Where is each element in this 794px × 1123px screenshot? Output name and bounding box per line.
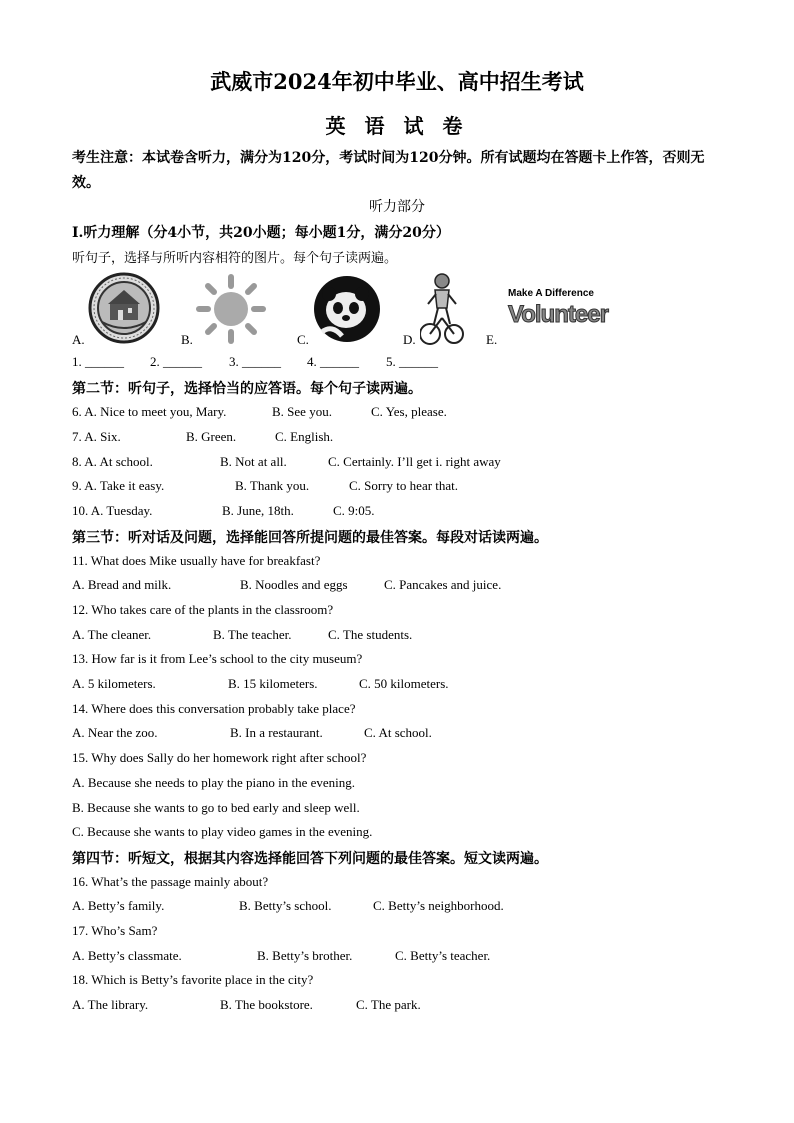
q15-stem: 15. Why does Sally do her homework right after school? [72, 750, 367, 765]
q13-stem: 13. How far is it from Lee’s school to the city museum? [72, 651, 363, 666]
q7-option-c: C. English. [275, 429, 334, 444]
q18-option-c: C. The park. [356, 997, 421, 1012]
q15-option-a: A. Because she needs to play the piano in the evening. [72, 775, 356, 790]
section2-title: 第二节：听句子，选择恰当的应答语。每个句子读两遍。 [72, 381, 422, 397]
section4-title: 第四节：听短文，根据其内容选择能回答下列问题的最佳答案。短文读两遍。 [72, 851, 548, 867]
q12-option-b: B. The teacher. [213, 627, 292, 642]
q12-stem: 12. Who takes care of the plants in the classroom? [72, 602, 334, 617]
q18-option-a: A. The library. [72, 997, 149, 1012]
q17-option-a: A. Betty’s classmate. [72, 948, 182, 963]
answer-blanks [72, 354, 492, 374]
q16-stem: 16. What’s the passage mainly about? [72, 874, 269, 889]
q11-option-a: A. Bread and milk. [72, 577, 172, 592]
q17-stem: 17. Who’s Sam? [72, 923, 158, 938]
q13-option-c: C. 50 kilometers. [359, 676, 449, 691]
q10-option-b: B. June, 18th. [222, 503, 294, 518]
q12-option-a: A. The cleaner. [72, 627, 152, 642]
q14-option-b: B. In a restaurant. [230, 725, 323, 740]
picture-e-label: E. [486, 332, 498, 347]
q17-option-c: C. Betty’s teacher. [395, 948, 491, 963]
q6-option-b: B. See you. [272, 404, 332, 419]
section1-instruction: 听句子，选择与所听内容相符的图片。每个句子读两遍。 [72, 251, 398, 266]
q10-option-c: C. 9:05. [333, 503, 375, 518]
q9-option-c: C. Sorry to hear that. [349, 478, 459, 493]
picture-b-label: B. [181, 332, 193, 347]
blank-4: 4. ______ [307, 354, 359, 369]
picture-c-label: C. [297, 332, 309, 347]
q18-option-b: B. The bookstore. [220, 997, 313, 1012]
picture-d-label: D. [403, 332, 416, 347]
q8-option-a: 8. A. At school. [72, 454, 153, 469]
volunteer-logo-word: Volunteer [508, 301, 608, 328]
q11-option-c: C. Pancakes and juice. [384, 577, 502, 592]
q11-stem: 11. What does Mike usually have for breakfast? [72, 553, 321, 568]
q16-option-c: C. Betty’s neighborhood. [373, 898, 504, 913]
picture-options [72, 272, 632, 352]
volunteer-logo-icon [508, 288, 618, 346]
q6-option-a: 6. A. Nice to meet you, Mary. [72, 404, 227, 419]
q12-option-c: C. The students. [328, 627, 413, 642]
blank-1: 1. ______ [72, 354, 124, 369]
panda-icon [312, 274, 382, 349]
q14-option-a: A. Near the zoo. [72, 725, 158, 740]
volunteer-logo-heading: Make A Difference [508, 288, 594, 299]
q15-option-c: C. Because she wants to play video games in the evening. [72, 824, 373, 839]
blank-5: 5. ______ [386, 354, 438, 369]
section3-title: 第三节：听对话及问题，选择能回答所提问题的最佳答案。每段对话读两遍。 [72, 530, 548, 546]
picture-a-label: A. [72, 332, 85, 347]
q11-option-b: B. Noodles and eggs [240, 577, 348, 592]
blank-3: 3. ______ [229, 354, 281, 369]
q9-option-a: 9. A. Take it easy. [72, 478, 165, 493]
sun-icon [196, 274, 266, 349]
blank-2: 2. ______ [150, 354, 202, 369]
exam-subtitle: 英 语 试 卷 [325, 114, 469, 138]
section1-title: Ⅰ.听力理解（分4小节，共20小题；每小题1分，满分20分） [72, 225, 450, 241]
q13-option-b: B. 15 kilometers. [228, 676, 318, 691]
q8-option-b: B. Not at all. [220, 454, 287, 469]
q14-stem: 14. Where does this conversation probably take place? [72, 701, 356, 716]
exam-title: 武威市2024年初中毕业、高中招生考试 [210, 69, 584, 94]
q17-option-b: B. Betty’s brother. [257, 948, 353, 963]
q18-stem: 18. Which is Betty’s favorite place in the city? [72, 972, 314, 987]
q8-option-c: C. Certainly. I’ll get i. right away [328, 454, 501, 469]
q7-option-a: 7. A. Six. [72, 429, 121, 444]
q9-option-b: B. Thank you. [235, 478, 310, 493]
q15-option-b: B. Because she wants to go to bed early and sleep well. [72, 800, 360, 815]
q16-option-a: A. Betty’s family. [72, 898, 165, 913]
girl-cycling-icon [420, 272, 464, 351]
seal-emblem-icon [88, 272, 160, 349]
q7-option-b: B. Green. [186, 429, 237, 444]
q16-option-b: B. Betty’s school. [239, 898, 332, 913]
q13-option-a: A. 5 kilometers. [72, 676, 156, 691]
exam-notice: 考生注意：本试卷含听力，满分为120分，考试时间为120分钟。所有试题均在答题卡上作答，否则无效。 [72, 150, 705, 191]
q10-option-a: 10. A. Tuesday. [72, 503, 153, 518]
listening-part-title: 听力部分 [369, 199, 425, 215]
q14-option-c: C. At school. [364, 725, 432, 740]
q6-option-c: C. Yes, please. [371, 404, 447, 419]
